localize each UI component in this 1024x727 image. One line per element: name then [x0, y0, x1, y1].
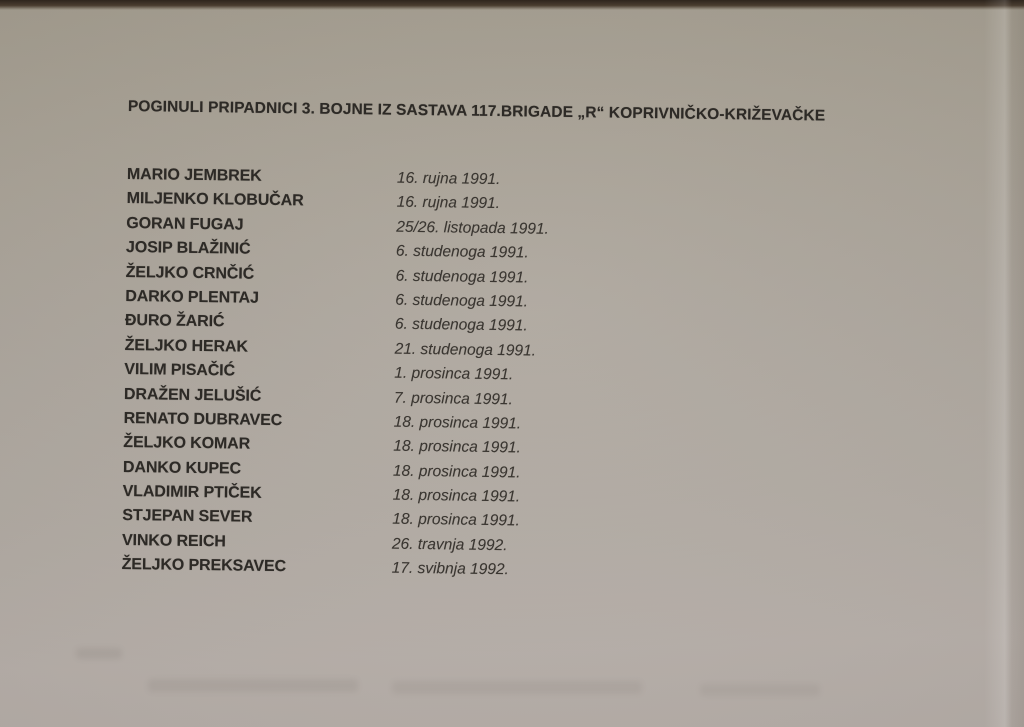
casualty-name: ĐURO ŽARIĆ — [124, 312, 225, 331]
casualty-name: RENATO DUBRAVEC — [123, 409, 283, 430]
casualty-date: 6. studenoga 1991. — [395, 291, 529, 311]
casualty-date: 6. studenoga 1991. — [395, 242, 529, 262]
casualty-name: VLADIMIR PTIČEK — [122, 483, 262, 502]
casualty-name: ŽELJKO KOMAR — [123, 434, 251, 453]
casualty-date: 16. rujna 1991. — [396, 169, 501, 189]
casualty-name: VILIM PISAČIĆ — [124, 361, 236, 380]
casualty-date: 26. travnja 1992. — [391, 535, 508, 555]
casualty-date: 18. prosinca 1991. — [392, 462, 521, 482]
casualty-name: STJEPAN SEVER — [122, 507, 253, 527]
casualty-date: 17. svibnja 1992. — [391, 559, 509, 579]
casualty-date: 18. prosinca 1991. — [392, 486, 521, 506]
casualty-name: ŽELJKO HERAK — [124, 336, 249, 356]
casualty-date: 7. prosinca 1991. — [393, 389, 513, 408]
ink-showthrough-smudge — [148, 679, 358, 692]
ink-showthrough-smudge — [76, 648, 122, 659]
casualty-date: 1. prosinca 1991. — [394, 364, 514, 384]
casualty-date: 16. rujna 1991. — [396, 194, 501, 213]
casualty-date: 18. prosinca 1991. — [393, 437, 521, 457]
casualty-date: 25/26. listopada 1991. — [396, 218, 549, 238]
casualty-date: 21. studenoga 1991. — [394, 340, 537, 360]
casualty-name: DANKO KUPEC — [122, 458, 242, 478]
casualty-name: DARKO PLENTAJ — [125, 287, 259, 307]
casualty-date: 18. prosinca 1991. — [392, 511, 520, 530]
casualty-name: GORAN FUGAJ — [126, 214, 244, 234]
casualty-name: ŽELJKO PREKSAVEC — [121, 556, 287, 576]
casualty-name: ŽELJKO CRNČIĆ — [125, 263, 255, 283]
ink-showthrough-smudge — [392, 681, 642, 694]
casualty-list — [121, 166, 687, 588]
casualty-name: JOSIP BLAŽINIĆ — [125, 239, 251, 258]
casualty-date: 6. studenoga 1991. — [395, 267, 529, 287]
casualty-name: MILJENKO KLOBUČAR — [126, 190, 304, 210]
casualty-date: 18. prosinca 1991. — [393, 413, 522, 433]
casualty-name: MARIO JEMBREK — [126, 165, 262, 185]
page-title: POGINULI PRIPADNICI 3. BOJNE IZ SASTAVA 117.BRIGADE „R“ KOPRIVNIČKO-KRIŽEVAČKE — [127, 98, 826, 125]
casualty-name: DRAŽEN JELUŠIĆ — [123, 385, 262, 405]
casualty-name: VINKO REICH — [121, 531, 226, 551]
casualty-date: 6. studenoga 1991. — [394, 315, 528, 335]
ink-showthrough-smudge — [700, 684, 820, 696]
